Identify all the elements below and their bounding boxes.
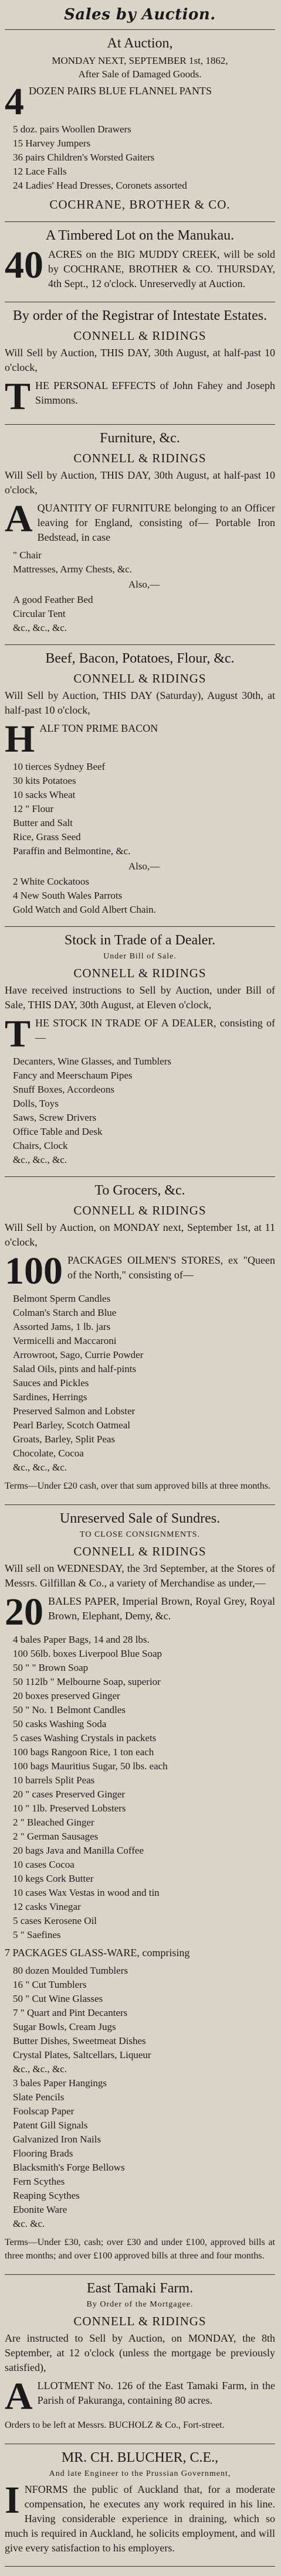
notice-heading: To Grocers, &c.	[94, 1183, 185, 1198]
notices-list	[5, 36, 275, 2567]
notice-intro: Will Sell by Auction, THIS DAY, 30th August, at half-past 10 o'clock,	[5, 469, 275, 496]
notice-lead-paragraph	[5, 1012, 275, 1055]
notice-subheading: And late Engineer to the Prussian Government,	[49, 2469, 231, 2478]
notice-heading: Unreserved Sale of Sundres.	[59, 1511, 221, 1526]
notice-lead-paragraph	[5, 718, 275, 760]
auctioneer-name: COCHRANE, BROTHER & CO.	[49, 197, 231, 211]
list-item: Ebonite Ware	[13, 2204, 67, 2215]
notice-lead-paragraph	[5, 1591, 275, 1633]
auctioneer-name: CONNELL & RIDINGS	[73, 1203, 206, 1217]
list-item: 80 dozen Moulded Tumblers	[13, 1965, 128, 1976]
item-list	[5, 760, 275, 917]
list-item: 16 " Cut Tumblers	[13, 1979, 87, 1990]
item-list	[5, 1633, 275, 1942]
divider	[5, 221, 275, 222]
list-item: " Chair	[13, 550, 42, 561]
list-item: Reaping Scythes	[13, 2190, 80, 2201]
list-item: 10 sacks Wheat	[13, 789, 76, 800]
divider	[5, 29, 275, 30]
list-item: &c., &c., &c.	[13, 1462, 67, 1473]
list-item: 2 White Cockatoos	[13, 876, 89, 887]
notice-subheading: By Order of the Mortgagee.	[86, 2300, 194, 2309]
lead-text: NFORMS the public of Auckland that, for a moderate compensation, he executes any work required in his line. Having considerable experience in draining, which so much is required in Auckland, he solicits employment, and will give every satisfaction to his employers.	[5, 2483, 275, 2554]
item-list	[5, 548, 275, 635]
divider	[5, 1176, 275, 1177]
list-item: 50 " " Brown Soap	[13, 1662, 89, 1673]
notice-lead-paragraph	[5, 2375, 275, 2418]
list-item: Butter and Salt	[13, 817, 73, 828]
divider	[5, 1504, 275, 1505]
list-item: Belmont Sperm Candles	[13, 1293, 111, 1304]
auction-notice	[5, 2281, 275, 2437]
notice-lead-paragraph	[5, 375, 275, 418]
auctioneer-name: CONNELL & RIDINGS	[73, 1544, 206, 1558]
list-item: 50 " No. 1 Belmont Candles	[13, 1704, 126, 1715]
terms-text: Terms—Under £20 cash, over that sum approved bills at three months.	[5, 1481, 270, 1491]
list-item: Butter Dishes, Sweetmeat Dishes	[13, 2035, 146, 2046]
notice-heading: MR. CH. BLUCHER, C.E.,	[61, 2450, 219, 2465]
list-item: 24 Ladies' Head Dresses, Coronets assorted	[13, 180, 187, 191]
list-item: 36 pairs Children's Worsted Gaiters	[13, 152, 155, 163]
notice-intro: Have received instructions to Sell by Auction, under Bill of Sale, THIS DAY, 30th August, at Eleven o'clock,	[5, 984, 275, 1011]
auction-notice	[5, 933, 275, 1169]
list-item: Fern Scythes	[13, 2176, 65, 2187]
list-item: Colman's Starch and Blue	[13, 1307, 117, 1318]
auctioneer-name: CONNELL & RIDINGS	[73, 329, 206, 343]
list-item: 4 bales Paper Bags, 14 and 28 lbs.	[13, 1634, 150, 1645]
divider	[5, 2274, 275, 2275]
divider	[5, 644, 275, 645]
notice-subheading: TO CLOSE CONSIGNMENTS.	[80, 1530, 200, 1539]
list-item: Circular Tent	[13, 608, 66, 619]
drop-cap: 20	[5, 1591, 43, 1633]
notice-line: After Sale of Damaged Goods.	[78, 69, 202, 80]
list-item: Salad Oils, pints and half-pints	[13, 1363, 137, 1374]
list-item: 10 barrels Split Peas	[13, 1775, 95, 1786]
list-item: Preserved Salmon and Lobster	[13, 1405, 136, 1417]
notice-lead-paragraph	[5, 497, 275, 545]
notice-intro: Will Sell by Auction, on MONDAY next, September 1st, at 11 o'clock,	[5, 1222, 275, 1248]
list-item: 12 " Flour	[13, 803, 54, 814]
list-item: Chocolate, Cocoa	[13, 1448, 84, 1459]
item-list	[5, 1292, 275, 1475]
notice-intro: Will sell on WEDNESDAY, the 3rd September, at the Stores of Messrs. Gilfillan & Co., a variety of Merchandise as under,—	[5, 1562, 275, 1589]
also-line: Also,—	[128, 861, 160, 872]
drop-cap: T	[5, 1012, 31, 1055]
list-item: Patent Gill Signals	[13, 2120, 88, 2131]
divider	[5, 2566, 275, 2567]
page-title: Sales by Auction.	[64, 6, 216, 23]
lead-text: LLOTMENT No. 126 of the East Tamaki Farm, in the Parish of Pakuranga, containing 80 acres.	[37, 2380, 275, 2406]
notice-lead-paragraph	[5, 244, 275, 291]
list-item: Vermicelli and Maccaroni	[13, 1335, 117, 1346]
list-item: 10 kegs Cork Butter	[13, 1873, 94, 1884]
notice-heading: East Tamaki Farm.	[86, 2281, 194, 2296]
notice-lead-paragraph	[5, 2479, 275, 2555]
list-item: 10 cases Cocoa	[13, 1859, 75, 1870]
notice-subheading: Under Bill of Sale.	[103, 952, 177, 961]
drop-cap: T	[5, 375, 31, 418]
list-item: 5 " Saefines	[13, 1929, 61, 1940]
notice-intro: Are instructed to Sell by Auction, on MONDAY, the 8th September, at 12 o'clock (unless the mortgage be previously satisfied),	[5, 2332, 275, 2373]
auction-notice	[5, 228, 275, 295]
auction-notice	[5, 308, 275, 417]
list-item: Sauces and Pickles	[13, 1377, 89, 1388]
terms-text: Orders to be left at Messrs. BUCHOLZ & Co., Fort-street.	[5, 2420, 225, 2430]
notice-heading: At Auction,	[107, 36, 173, 51]
list-item: A good Feather Bed	[13, 594, 93, 605]
drop-cap: 100	[5, 1250, 63, 1292]
list-item: 20 bags Java and Manilla Coffee	[13, 1845, 144, 1856]
list-item: Decanters, Wine Glasses, and Tumblers	[13, 1056, 172, 1067]
list-item: Pearl Barley, Scotch Oatmeal	[13, 1420, 130, 1431]
list-item: &c. &c.	[13, 2218, 45, 2229]
notice-heading: By order of the Registrar of Intestate Estates.	[12, 308, 268, 323]
lead-text: HE STOCK IN TRADE OF A DEALER, consisting of—	[35, 1017, 275, 1043]
list-item: Groats, Barley, Split Peas	[13, 1434, 116, 1445]
list-item: 7 " Quart and Pint Decanters	[13, 2007, 128, 2018]
drop-cap: 40	[5, 244, 43, 286]
list-item: Foolscap Paper	[13, 2106, 75, 2117]
lead-text: DOZEN PAIRS BLUE FLANNEL PANTS	[29, 85, 212, 97]
auctioneer-name: CONNELL & RIDINGS	[73, 451, 206, 465]
list-item: 12 Lace Falls	[13, 166, 67, 177]
list-item: 5 cases Washing Crystals in packets	[13, 1732, 157, 1744]
list-item: 10 " 1lb. Preserved Lobsters	[13, 1803, 126, 1814]
drop-cap: A	[5, 2375, 33, 2418]
list-item: &c., &c., &c.	[13, 622, 67, 633]
auctioneer-name: CONNELL & RIDINGS	[73, 671, 206, 685]
divider	[5, 926, 275, 927]
lead-text: BALES PAPER, Imperial Brown, Royal Grey, Royal Brown, Elephant, Demy, &c.	[48, 1595, 275, 1622]
drop-cap: 4	[5, 80, 24, 123]
auction-notice	[5, 651, 275, 919]
list-item: Snuff Boxes, Accordeons	[13, 1084, 114, 1095]
list-item: 20 " cases Preserved Ginger	[13, 1789, 126, 1800]
auction-notice	[5, 2450, 275, 2559]
list-item: 20 boxes preserved Ginger	[13, 1690, 120, 1701]
list-item: Crystal Plates, Saltcellars, Liqueur	[13, 2049, 151, 2060]
list-item: Gold Watch and Gold Albert Chain.	[13, 904, 156, 915]
auction-notice	[5, 36, 275, 214]
terms-text: Terms—Under £30, cash; over £30 and under £100, approved bills at three months; and over £100 approved bills at three and four months.	[5, 2237, 275, 2261]
list-item: 3 bales Paper Hangings	[13, 2077, 107, 2089]
notice-heading: Beef, Bacon, Potatoes, Flour, &c.	[45, 651, 235, 666]
auctioneer-name: CONNELL & RIDINGS	[73, 2314, 206, 2328]
list-item: Galvanized Iron Nails	[13, 2134, 101, 2145]
list-item: 50 casks Washing Soda	[13, 1718, 107, 1729]
lead-text: ACRES on the BIG MUDDY CREEK, will be sold by COCHRANE, BROTHER & CO. THURSDAY, 4th Sept., 12 o'clock. Unreservedly at Auction.	[48, 248, 275, 289]
drop-cap: H	[5, 718, 35, 760]
list-item: Blacksmith's Forge Bellows	[13, 2162, 125, 2173]
list-item: 2 " Bleached Ginger	[13, 1817, 94, 1828]
notice-heading: A Timbered Lot on the Manukau.	[45, 228, 235, 243]
lead-text: ALF TON PRIME BACON	[39, 722, 158, 734]
list-item: Arrowroot, Sago, Currie Powder	[13, 1349, 144, 1360]
list-item: 100 bags Rangoon Rice, 1 ton each	[13, 1746, 154, 1758]
list-item: Sugar Bowls, Cream Jugs	[13, 2021, 116, 2032]
item-list	[5, 1055, 275, 1167]
list-item: 15 Harvey Jumpers	[13, 138, 91, 149]
list-item: 5 cases Kerosene Oil	[13, 1915, 97, 1926]
list-item: 5 doz. pairs Woollen Drawers	[13, 124, 131, 135]
notice-intro: Will Sell by Auction, THIS DAY, 30th August, at half-past 10 o'clock,	[5, 347, 275, 373]
sub-lead-paragraph: 7 PACKAGES GLASS-WARE, comprising	[5, 1947, 190, 1959]
drop-cap: I	[5, 2479, 20, 2522]
drop-cap: A	[5, 497, 33, 540]
list-item: 100 56lb. boxes Liverpool Blue Soap	[13, 1648, 162, 1659]
lead-text: PACKAGES OILMEN'S STORES, ex "Queen of the North," consisting of—	[67, 1254, 275, 1281]
auctioneer-name: CONNELL & RIDINGS	[73, 966, 206, 980]
list-item: 2 " German Sausages	[13, 1831, 99, 1842]
list-item: 4 New South Wales Parrots	[13, 890, 123, 901]
list-item: Slate Pencils	[13, 2091, 65, 2103]
list-item: Dolls, Toys	[13, 1098, 59, 1109]
lead-text: QUANTITY OF FURNITURE belonging to an Officer leaving for England, consisting of— Portable Iron Bedstead, in case	[37, 502, 275, 543]
item-list	[5, 1964, 275, 2231]
notice-lead-paragraph	[5, 1250, 275, 1292]
lead-text: HE PERSONAL EFFECTS of John Fahey and Joseph Simmons.	[35, 380, 275, 406]
list-item: Assorted Jams, 1 lb. jars	[13, 1321, 111, 1332]
list-item: &c., &c., &c.	[13, 1154, 67, 1165]
item-list	[5, 122, 275, 193]
list-item: Flooring Brads	[13, 2148, 73, 2159]
list-item: Office Table and Desk	[13, 1126, 103, 1137]
notice-heading: Furniture, &c.	[100, 431, 180, 446]
auction-notice	[5, 1183, 275, 1497]
auction-notice	[5, 1511, 275, 2267]
notice-line: MONDAY NEXT, SEPTEMBER 1st, 1862,	[52, 55, 228, 66]
notice-intro: Will Sell by Auction, THIS DAY (Saturday), August 30th, at half-past 10 o'clock,	[5, 690, 275, 716]
list-item: Saws, Screw Drivers	[13, 1112, 97, 1123]
list-item: 10 cases Wax Vestas in wood and tin	[13, 1887, 160, 1898]
notice-lead-paragraph	[5, 80, 275, 123]
list-item: 12 casks Vinegar	[13, 1901, 81, 1912]
notice-heading: Stock in Trade of a Dealer.	[64, 933, 216, 948]
auction-notice	[5, 431, 275, 637]
list-item: 100 bags Mauritius Sugar, 50 lbs. each	[13, 1760, 168, 1772]
list-item: Sardines, Herrings	[13, 1391, 87, 1403]
divider	[5, 424, 275, 425]
also-line: Also,—	[128, 579, 160, 590]
list-item: Paraffin and Belmontine, &c.	[13, 845, 131, 857]
list-item: 30 kits Potatoes	[13, 775, 76, 786]
list-item: Mattresses, Army Chests, &c.	[13, 564, 133, 575]
list-item: Rice, Grass Seed	[13, 831, 81, 842]
list-item: 50 112lb " Melbourne Soap, superior	[13, 1676, 161, 1687]
list-item: Chairs, Clock	[13, 1140, 68, 1151]
list-item: &c., &c., &c.	[13, 2063, 67, 2075]
list-item: 50 " Cut Wine Glasses	[13, 1993, 103, 2004]
list-item: 10 tierces Sydney Beef	[13, 761, 106, 772]
list-item: Fancy and Meerschaum Pipes	[13, 1070, 133, 1081]
